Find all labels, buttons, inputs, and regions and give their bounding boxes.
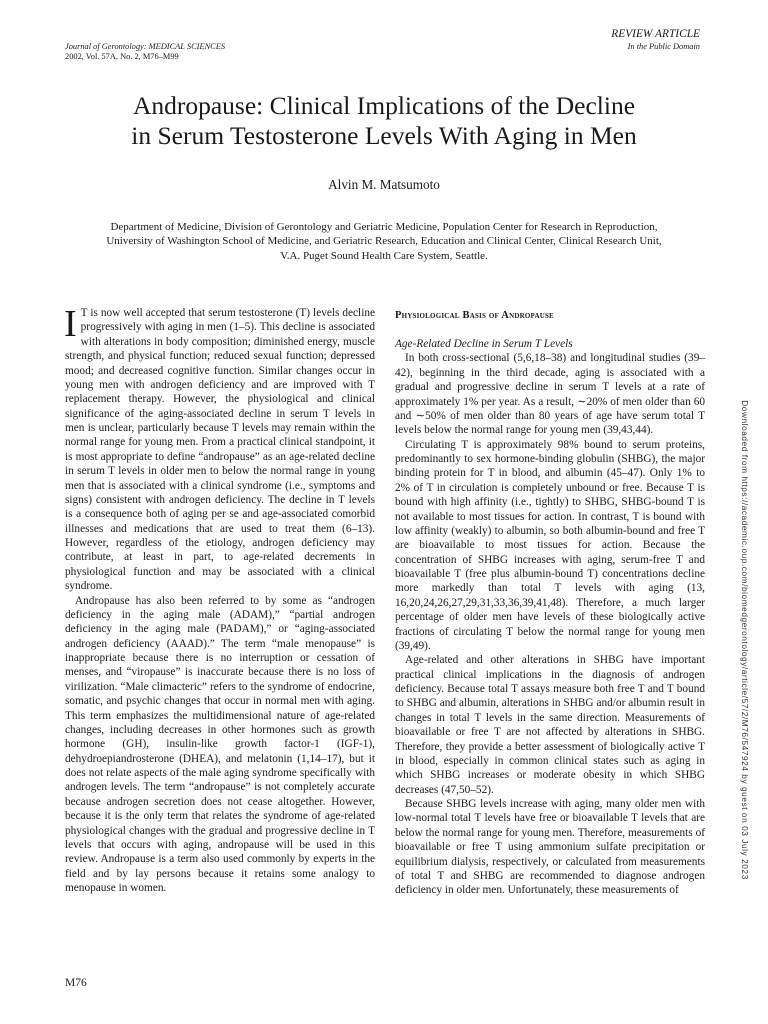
affiliation-line-1: Department of Medicine, Division of Gerontology and Geriatric Medicine, Population Center for Research in Reproduction, [110,221,658,233]
download-side-note: Downloaded from https://academic.oup.com/biomedgerontology/article/57/2/M76/547924 by guest on 03 July 2023 [740,400,750,880]
section-heading-cap-4: A [501,310,510,321]
title-line-2: in Serum Testosterone Levels With Aging in Men [131,121,637,150]
body-paragraph-3: Age-related and other alterations in SHBG have important practical clinical implications in the diagnosis of androgen deficiency. Because total T assays measure both free T and T bound to SHBG and albumin, alterations in SHBG and/or albumin result in changes in total T levels in the same direction. Measurements of bioavailable or free T are not affected by alterations in SHBG. Therefore, they provide a better assessment of biologically active T in blood, especially in common clinical states such as aging in which SHBG increases or moderate obesity in which SHBG decreases (47,50–52). [395,654,705,796]
section-heading-rest-4: ndropause [509,310,554,321]
article-type: REVIEW ARTICLE [611,28,700,40]
body-paragraph-2: Circulating T is approximately 98% bound to serum proteins, predominantly to sex hormone-binding globulin (SHBG), the major binding protein for T in blood, and albumin (45–47). Only 1% to 2% of T in circulation is completely unbound or free. Because T is bound with high affinity (i.e., tightly) to SHBG, SHBG-bound T is not available to most tissues for action. In contrast, T is bound with low affinity (weakly) to albumin, so both albumin-bound and free T are bioavailable to most tissues for action. Because the concentration of SHBG increases with aging, serum-free T and bioavailable T (free plus albumin-bound T) concentrations decline more markedly than total T levels with aging (13, 16,20,24,26,27,29,31,33,36,39,41,48). Therefore, a much larger percentage of older men have levels of these biologically active fractions of circulating T below the normal range for young men (39,49). [395,438,705,652]
author-name: Alvin M. Matsumoto [328,177,440,192]
section-heading-word-3: of [488,310,500,321]
drop-cap: I [64,303,77,345]
journal-info [65,42,225,62]
section-heading-cap-1: P [395,310,402,321]
body-paragraph-1: In both cross-sectional (5,6,18–38) and longitudinal studies (39–42), beginning in the third decade, aging is associated with a gradual and progressive decline in serum T levels at a rate of approximately 1% per year. As a result, ∼20% of men older than 60 and ∼50% of men older than 80 years of age have serum total T levels below the normal range for young men (39,43,44). [395,352,705,437]
section-heading-rest-2: asis [469,310,487,321]
intro-paragraph-1-text: T is now well accepted that serum testosterone (T) levels decline progressively with aging in men (1–5). This decline is associated with alterations in body composition; diminished energy, muscle strength, and physical function; reduced sexual function; depressed mood; and decreased cognitive function. Similar changes occur in young men with androgen deficiency and are improved with T replacement therapy. However, the physiological and clinical significance of the aging-associated decline in serum T levels in men is unclear, particularly because T levels may remain within the normal range for young men. From a practical clinical standpoint, it is most appropriate to define “andropause” as an age-related decline in serum T levels in older men to below the normal range in young men that is associated with a clinical syndrome (i.e., symptoms and signs) consistent with androgen deficiency. The decline in T levels is a consequence both of aging per se and age-associated comorbid illnesses and medications that are used to treat them (6–13). However, regardless of the etiology, androgen deficiency may contribute, at least in part, to age-related decrements in physiological function and may be associated with a clinical syndrome. [65,307,375,593]
affiliation-line-3: V.A. Puget Sound Health Care System, Seattle. [280,249,488,262]
page-number: M76 [65,977,87,989]
left-column [64,303,375,895]
section-heading-rest-1: hysiological [401,310,460,321]
section-heading [395,309,705,323]
body-paragraph-4: Because SHBG levels increase with aging, many older men with low-normal total T levels have free or bioavailable T levels that are below the normal range for young men. Therefore, measurements of bioavailable or free T using ammonium sulfate precipitation or equilibrium dialysis, respectively, or calculated from measurements of total T and SHBG are recommended to diagnose androgen deficiency in older men. Unfortunately, these measurements of [395,798,705,897]
intro-paragraph-1 [64,303,375,594]
journal-volume: 2002, Vol. 57A, No. 2, M76–M99 [65,52,179,61]
title-line-1: Andropause: Clinical Implications of the Decline [132,91,636,120]
journal-name: Journal of Gerontology: MEDICAL SCIENCES [65,42,226,51]
intro-paragraph-2: Andropause has also been referred to by some as “androgen deficiency in the aging male (ADAM),” “partial androgen deficiency in the aging male (PADAM),” or “aging-associated androgen deficiency (AAAD).” The term “male menopause” is inappropriate because there is no interruption or cessation of menses, and “viropause” is inaccurate because there is no loss of virilization. “Male climacteric” refers to the syndrome of endocrine, somatic, and psychic changes that occur in normal men with aging. This term emphasizes the multidimensional nature of age-related changes, including decreases in other hormones such as growth hormone (GH), insulin-like growth factor-1 (IGF-1), dehydroepiandrosterone (DHEA), and melatonin (1,14–17), but it does not relate aspects of the male aging syndrome specifically with androgen levels. The term “andropause” is not completely accurate because androgen secretion does not cease altogether. However, because it is the only term that relates the syndrome of age-related physiological changes with the gradual and progressive decline in T levels that occurs with aging, andropause will be used in this review. Andropause is a term also used commonly by experts in the field and by lay persons because it retains some analogy to menopause in women. [65,594,375,894]
author-affiliation [40,220,728,263]
article-title [40,91,728,151]
article-type-block [611,27,700,53]
license-note: In the Public Domain [627,42,700,51]
affiliation-line-2: University of Washington School of Medicine, and Geriatric Research, Education and Clinical Center, Clinical Research Unit, [106,235,662,248]
subsection-heading: Age-Related Decline in Serum T Levels [395,338,573,350]
section-heading-cap-2: B [462,310,470,321]
right-column [395,309,705,898]
